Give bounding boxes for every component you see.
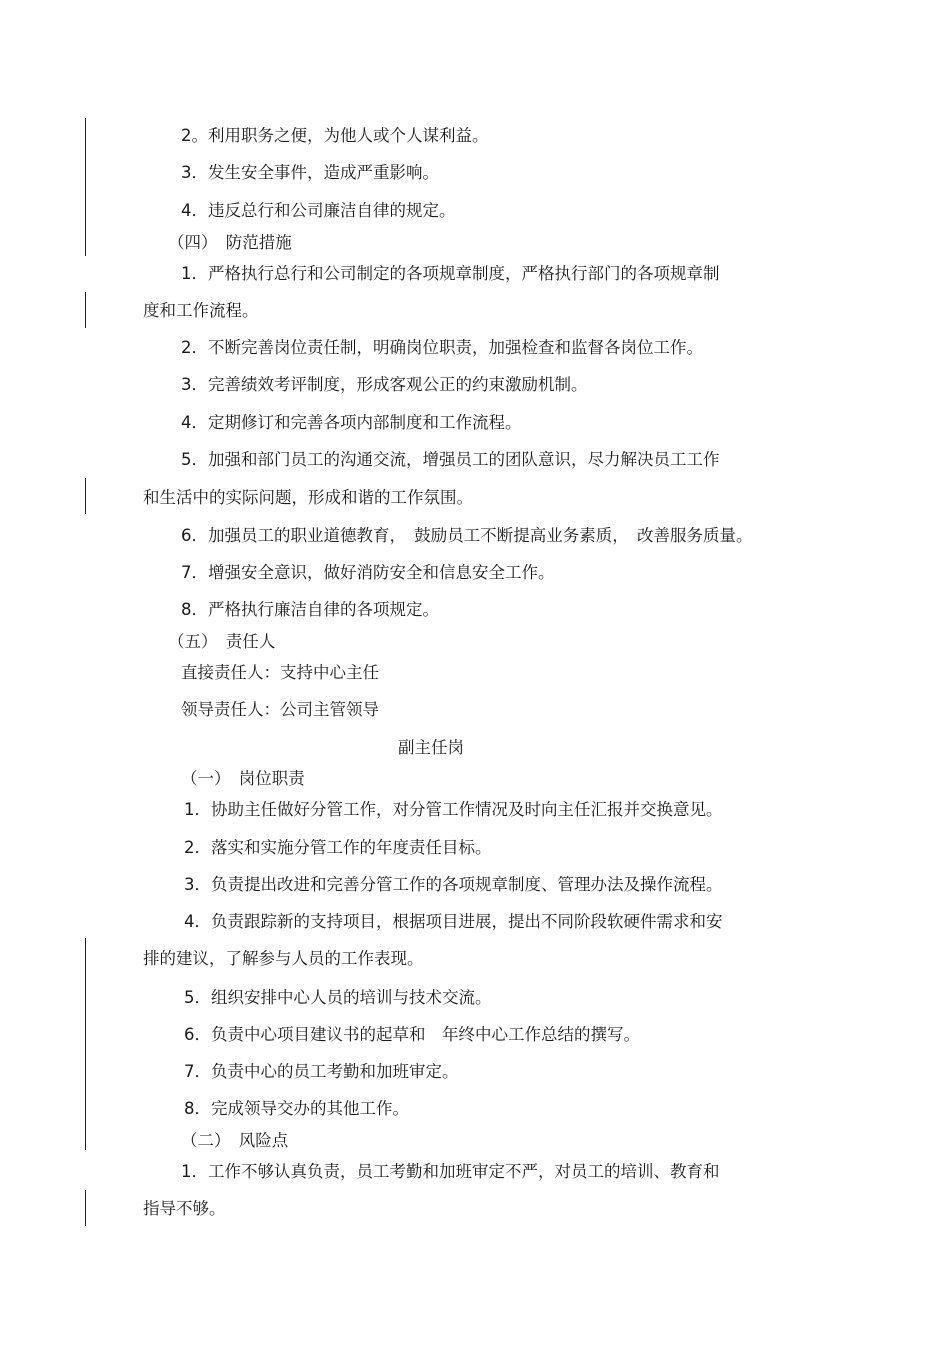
- margin-bar: [85, 478, 86, 514]
- list-item: 2．落实和实施分管工作的年度责任目标。: [184, 838, 492, 857]
- list-item: 8．严格执行廉洁自律的各项规定。: [181, 600, 439, 619]
- list-item: 6．加强员工的职业道德教育， 鼓励员工不断提高业务素质， 改善服务质量。: [181, 526, 753, 545]
- list-item: 5．组织安排中心人员的培训与技术交流。: [184, 988, 492, 1007]
- list-item: 4．负责跟踪新的支持项目，根据项目进展，提出不同阶段软硬件需求和安: [184, 912, 723, 931]
- list-item-continuation: 指导不够。: [143, 1199, 226, 1218]
- list-item: 2。利用职务之便，为他人或个人谋利益。: [181, 126, 489, 145]
- list-item: 2．不断完善岗位责任制，明确岗位职责，加强检查和监督各岗位工作。: [181, 338, 703, 357]
- section-heading: （一） 岗位职责: [181, 769, 305, 788]
- margin-bar: [85, 118, 86, 256]
- position-title: 副主任岗: [398, 738, 464, 757]
- list-item: 5．加强和部门员工的沟通交流，增强员工的团队意识，尽力解决员工工作: [181, 450, 720, 469]
- list-item: 7．负责中心的员工考勤和加班审定。: [184, 1062, 459, 1081]
- text-line: 直接责任人：支持中心主任: [181, 663, 379, 682]
- list-item: 7．增强安全意识，做好消防安全和信息安全工作。: [181, 563, 555, 582]
- list-item: 3．发生安全事件，造成严重影响。: [181, 163, 439, 182]
- section-heading: （二） 风险点: [181, 1131, 289, 1150]
- list-item-continuation: 和生活中的实际问题，形成和谐的工作氛围。: [143, 488, 473, 507]
- text-line: 领导责任人：公司主管领导: [181, 700, 379, 719]
- list-item: 4．违反总行和公司廉洁自律的规定。: [181, 201, 456, 220]
- margin-bar: [85, 938, 86, 1150]
- list-item: 3．负责提出改进和完善分管工作的各项规章制度、管理办法及操作流程。: [184, 875, 723, 894]
- list-item-continuation: 度和工作流程。: [143, 301, 259, 320]
- list-item: 1．工作不够认真负责，员工考勤和加班审定不严，对员工的培训、教育和: [181, 1162, 720, 1181]
- margin-bar: [85, 292, 86, 328]
- list-item-continuation: 排的建议，了解参与人员的工作表现。: [143, 949, 424, 968]
- list-item: 3．完善绩效考评制度，形成客观公正的约束激励机制。: [181, 375, 588, 394]
- margin-bar: [85, 1190, 86, 1226]
- list-item: 1．严格执行总行和公司制定的各项规章制度，严格执行部门的各项规章制: [181, 264, 720, 283]
- list-item: 1．协助主任做好分管工作，对分管工作情况及时向主任汇报并交换意见。: [184, 800, 723, 819]
- list-item: 4．定期修订和完善各项内部制度和工作流程。: [181, 413, 522, 432]
- list-item: 6．负责中心项目建议书的起草和 年终中心工作总结的撰写。: [184, 1025, 640, 1044]
- section-heading: （五） 责任人: [168, 632, 276, 651]
- section-heading: （四） 防范措施: [168, 233, 292, 252]
- list-item: 8．完成领导交办的其他工作。: [184, 1099, 409, 1118]
